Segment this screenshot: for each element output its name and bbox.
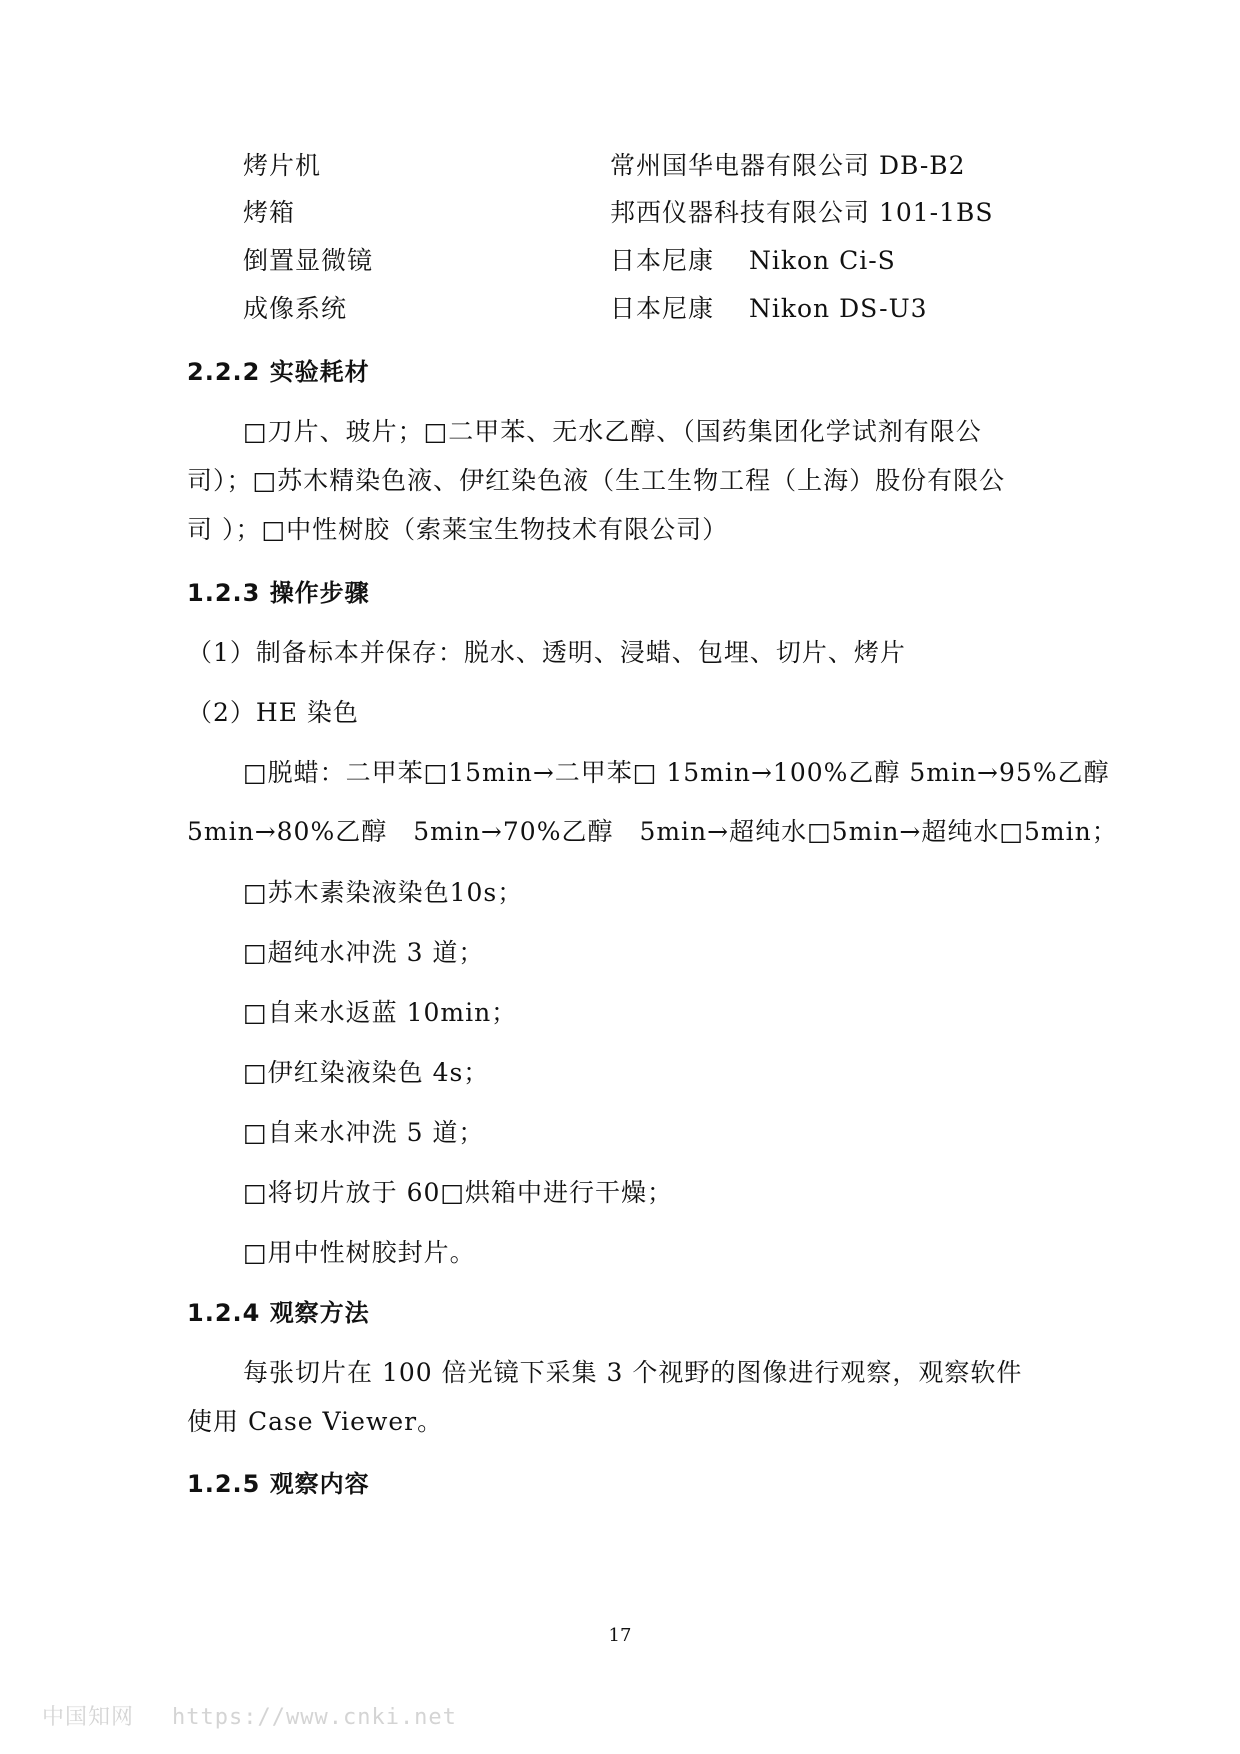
watermark-brand: 中国知网 — [42, 1705, 135, 1730]
paragraph-line: □刀片、玻片；□二甲苯、无水乙醇、（国药集团化学试剂有限公 — [243, 417, 982, 446]
step-line: （2）HE 染色 — [187, 698, 359, 727]
paragraph-line: 司）；□苏木精染色液、伊红染色液（生工生物工程（上海）股份有限公 — [187, 466, 1006, 495]
equipment-vendor: 邦西仪器科技有限公司 101-1BS — [610, 198, 994, 227]
paragraph-line: 使用 Case Viewer。 — [187, 1407, 444, 1436]
equipment-name: 倒置显微镜 — [243, 246, 374, 275]
equipment-name: 烤片机 — [243, 151, 322, 180]
step-line: 5min→80%乙醇 5min→70%乙醇 5min→超纯水□5min→超纯水□5min； — [187, 817, 1118, 846]
equipment-name: 烤箱 — [243, 198, 296, 227]
step-line: □超纯水冲洗 3 道； — [243, 938, 485, 967]
step-line: （1）制备标本并保存：脱水、透明、浸蜡、包埋、切片、烤片 — [187, 638, 906, 667]
step-line: □自来水冲洗 5 道； — [243, 1118, 485, 1147]
step-line: □伊红染液染色 4s； — [243, 1058, 490, 1087]
step-line: □苏木素染液染色10s； — [243, 878, 524, 907]
step-line: □将切片放于 60□烘箱中进行干燥； — [243, 1178, 674, 1207]
section-heading: 1.2.3 操作步骤 — [187, 579, 370, 607]
watermark-url: https://www.cnki.net — [172, 1705, 457, 1730]
paragraph-line: 司 ）；□中性树胶（索莱宝生物技术有限公司） — [187, 515, 729, 544]
watermark — [42, 1700, 457, 1731]
step-line: □用中性树胶封片。 — [243, 1238, 476, 1267]
step-line: □脱蜡：二甲苯□15min→二甲苯□ 15min→100%乙醇 5min→95%乙醇 — [243, 758, 1110, 787]
section-heading: 2.2.2 实验耗材 — [187, 358, 370, 386]
equipment-vendor: 日本尼康 Nikon Ci-S — [610, 246, 896, 275]
paragraph-line: 每张切片在 100 倍光镜下采集 3 个视野的图像进行观察，观察软件 — [243, 1358, 1023, 1387]
section-heading: 1.2.5 观察内容 — [187, 1470, 370, 1498]
equipment-vendor: 常州国华电器有限公司 DB-B2 — [610, 151, 966, 180]
step-line: □自来水返蓝 10min； — [243, 998, 518, 1027]
section-heading: 1.2.4 观察方法 — [187, 1299, 370, 1327]
equipment-name: 成像系统 — [243, 294, 348, 323]
page-number: 17 — [608, 1625, 632, 1646]
equipment-vendor: 日本尼康 Nikon DS-U3 — [610, 294, 928, 323]
